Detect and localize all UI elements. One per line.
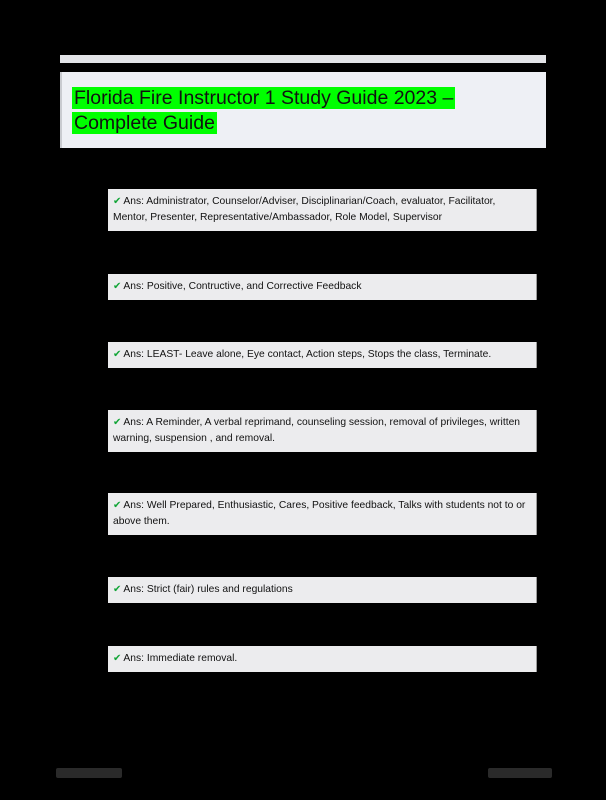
answer-box: [108, 189, 537, 231]
answer-text: Ans: LEAST- Leave alone, Eye contact, Action steps, Stops the class, Terminate.: [123, 349, 492, 360]
checkmark-icon: ✔: [113, 349, 122, 360]
answer-text: Ans: A Reminder, A verbal reprimand, counseling session, removal of privileges, written warning, suspension , and removal.: [113, 417, 521, 444]
title-box: [60, 72, 546, 148]
checkmark-icon: ✔: [113, 417, 122, 428]
checkmark-icon: ✔: [113, 653, 122, 664]
answer-box: [108, 577, 537, 603]
header-rule: [60, 55, 546, 63]
answer-text: Ans: Well Prepared, Enthusiastic, Cares, Positive feedback, Talks with students not to or above them.: [113, 500, 526, 527]
checkmark-icon: ✔: [113, 281, 122, 292]
answer-box: [108, 274, 537, 300]
checkmark-icon: ✔: [113, 584, 122, 595]
answer-text: Ans: Positive, Contructive, and Corrective Feedback: [123, 281, 362, 292]
answer-text: Ans: Immediate removal.: [123, 653, 238, 664]
page-title: Florida Fire Instructor 1 Study Guide 2023 – Complete Guide: [74, 87, 454, 134]
answer-text: Ans: Administrator, Counselor/Adviser, Disciplinarian/Coach, evaluator, Facilitator, Mentor, Presenter, Representative/Ambassador, Role Model, Supervisor: [113, 196, 496, 223]
checkmark-icon: ✔: [113, 196, 122, 207]
answer-box: [108, 646, 537, 672]
checkmark-icon: ✔: [113, 500, 122, 511]
footer-left-mark: [56, 768, 122, 778]
answer-box: [108, 410, 537, 452]
answer-box: [108, 493, 537, 535]
answer-box: [108, 342, 537, 368]
footer-right-mark: [488, 768, 552, 778]
answer-text: Ans: Strict (fair) rules and regulations: [123, 584, 293, 595]
